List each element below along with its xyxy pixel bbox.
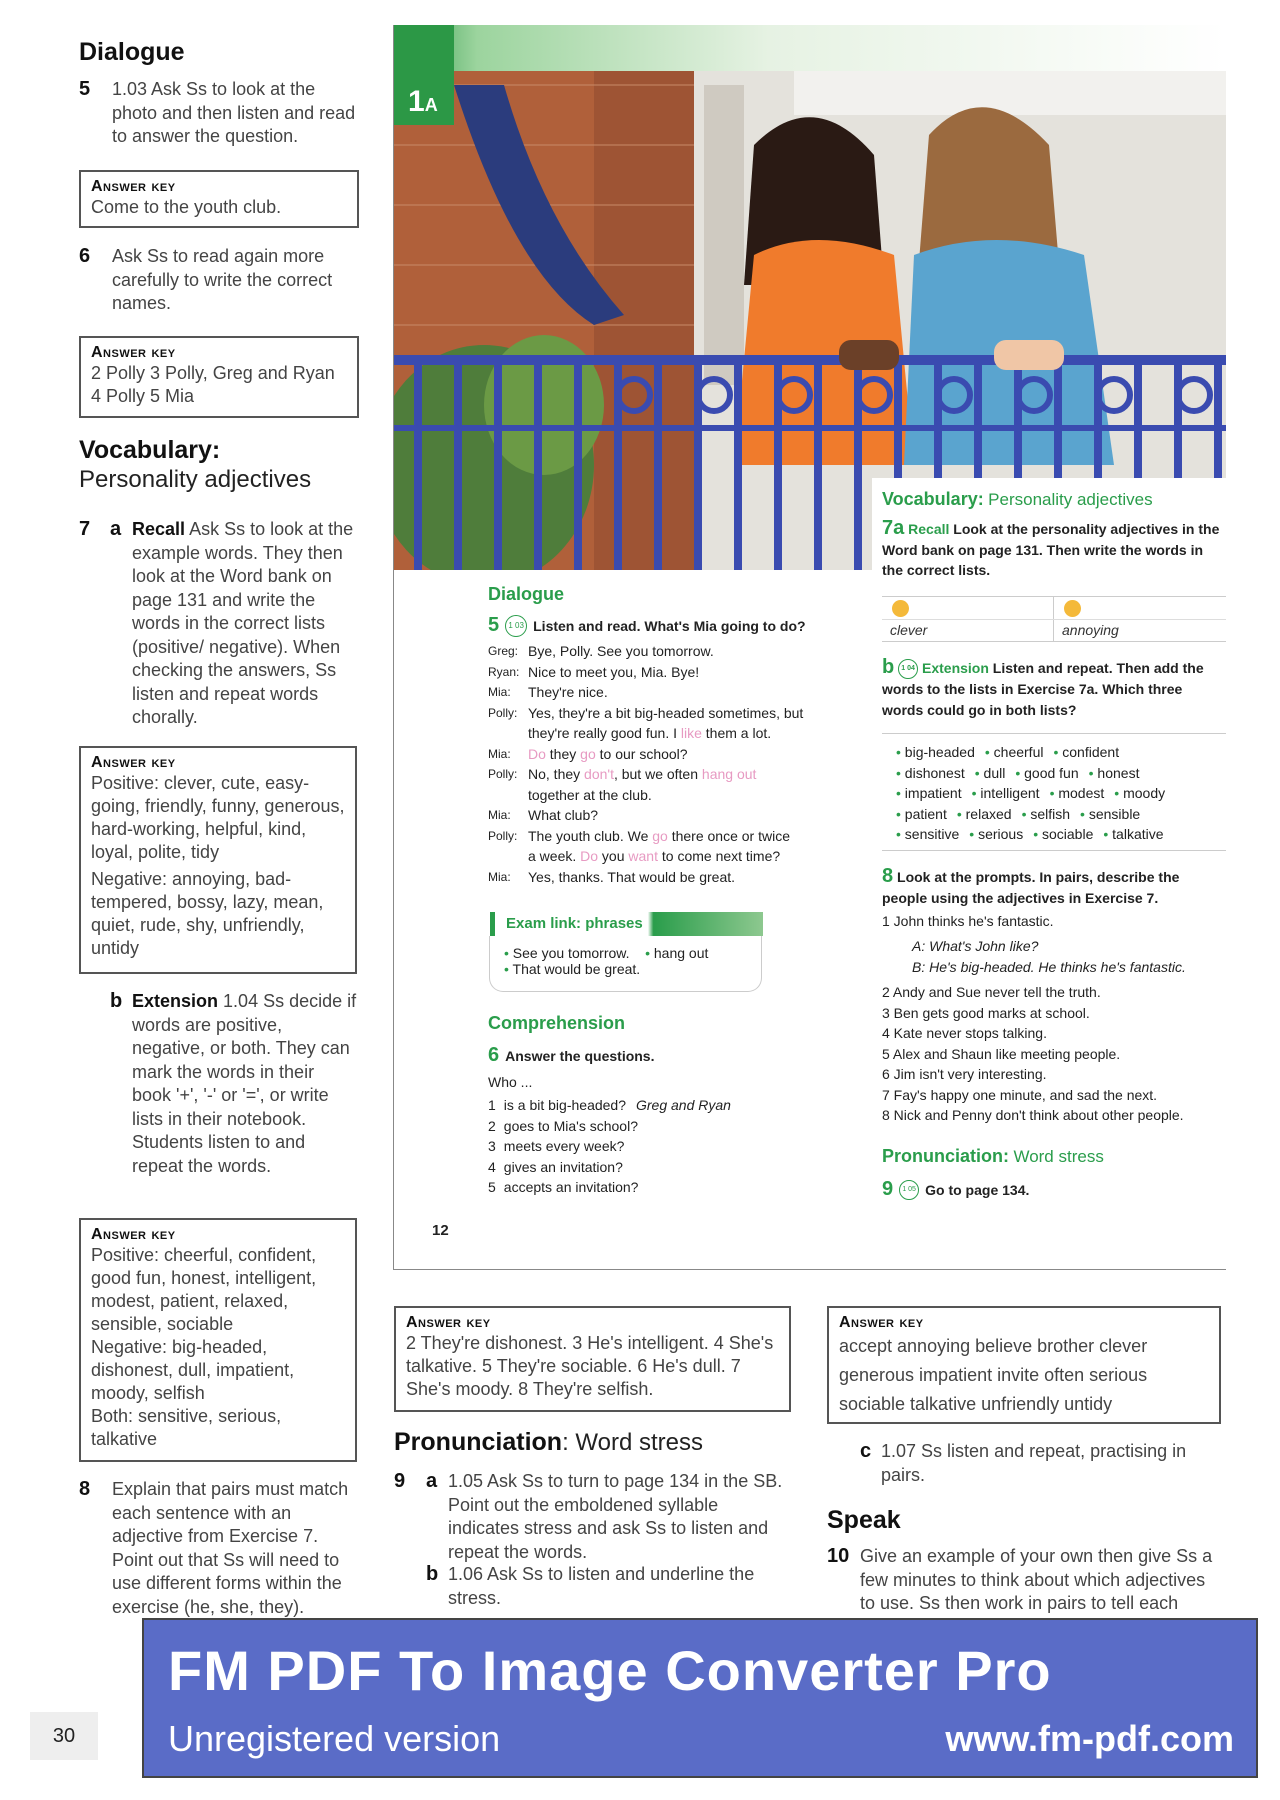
word-bank-word: patient (904, 805, 947, 822)
exercise-letter: b (882, 656, 895, 678)
exercise-letter: a (110, 518, 122, 540)
sb-exercise-8 (882, 866, 1222, 908)
bullet-icon: • (1053, 744, 1063, 760)
dialogue-text: No, they don't, but we often hang out (528, 766, 757, 782)
exercise-number: 5 (488, 614, 500, 636)
exam-item: That would be great. (512, 961, 641, 977)
answer-key-title: Answer key (91, 754, 176, 771)
question-item (488, 1157, 818, 1178)
question-text: goes to Mia's school? (503, 1117, 638, 1134)
ex8-prompt: 2 Andy and Sue never tell the truth. (882, 984, 1101, 1000)
exam-link-marker (490, 912, 495, 936)
bullet-icon: • (1103, 826, 1113, 842)
sb-exercise-6 (488, 1044, 654, 1067)
exercise-bold-label: Recall (132, 519, 186, 539)
speaker-label: Polly: (488, 705, 518, 720)
sb-vocabulary-heading (882, 489, 1153, 510)
bullet-icon: • (971, 785, 981, 801)
exam-link-box (489, 912, 762, 992)
exam-link-items: • See you tomorrow. • hang out • That would be great. (504, 945, 709, 977)
pronunciation-sub: Word stress (1013, 1147, 1104, 1166)
bullet-icon: • (896, 805, 905, 822)
word-bank-word: good fun (1024, 764, 1079, 781)
question-text: accepts an invitation? (503, 1179, 639, 1195)
speaker-label: Polly: (488, 828, 518, 843)
dialogue-heading: Dialogue (79, 38, 185, 66)
answer-key-row: sociable talkative unfriendly untidy (839, 1394, 1113, 1414)
speaker-label: Mia: (488, 685, 511, 699)
question-number: 5 (488, 1179, 496, 1195)
question-item (488, 1177, 818, 1198)
word-bank-word: talkative (1112, 826, 1164, 842)
unit-badge-letter: A (424, 95, 438, 115)
dialogue-text: The youth club. We go there once or twice (528, 827, 790, 844)
dialogue-text: Do they go to our school? (528, 745, 688, 762)
dialogue-line (488, 764, 848, 785)
dialogue-line (488, 662, 848, 683)
vocabulary-sub: Personality adjectives (988, 490, 1153, 509)
bullet-icon: • (896, 785, 905, 801)
answer-key-text: 2 They're dishonest. 3 He's intelligent. 4 She's talkative. 5 They're sociable. 6 He's dull. 7 She's moody. 8 They're selfish. (406, 1333, 774, 1399)
bullet-icon: • (896, 764, 905, 781)
exercise-instruction: Listen and read. What's Mia going to do? (533, 617, 806, 634)
exam-item: See you tomorrow. (512, 945, 630, 961)
question-number: 2 (488, 1117, 496, 1134)
watermark-subtitle: Unregistered version (168, 1718, 501, 1759)
answer-key-both: Both: sensitive, serious, talkative (91, 1406, 282, 1449)
bullet-icon: • (956, 805, 966, 822)
word-bank-row (896, 763, 1226, 784)
speaker-label: Polly: (488, 767, 518, 781)
dialogue-line (488, 744, 848, 765)
dialogue-line (488, 723, 848, 744)
pronunciation-label: Pronunciation (394, 1428, 563, 1456)
bullet-icon: • (1049, 785, 1059, 801)
speaker-label (488, 785, 528, 806)
answer-key-row: generous impatient invite often serious (839, 1365, 1148, 1385)
word-bank-word: moody (1123, 785, 1166, 801)
dialogue-text: They're nice. (528, 684, 608, 700)
bullet-icon: • (1114, 785, 1124, 801)
sb-dialogue-heading: Dialogue (488, 584, 565, 604)
word-bank-row (896, 804, 1226, 825)
word-bank-word: sensible (1088, 805, 1141, 822)
unit-badge-number: 1 (408, 85, 425, 118)
exercise-text: Give an example of your own then give Ss a few minutes to think about which adjectives to use. Ss then work in pairs to tell each (860, 1546, 1213, 1613)
negative-example: annoying (1062, 622, 1119, 638)
word-bank-word: cheerful (993, 744, 1044, 760)
question-text: meets every week? (503, 1138, 625, 1154)
answer-key-text: Come to the youth club. (91, 197, 282, 217)
word-bank-word: dishonest (904, 764, 965, 781)
dialogue-text: together at the club. (528, 786, 652, 803)
dialogue-text: a week. Do you want to come next time? (528, 848, 781, 864)
sb-exercise-7b (882, 657, 1222, 720)
exercise-number: 6 (488, 1044, 500, 1066)
answer-key-box (394, 1306, 791, 1412)
question-number: 1 (488, 1097, 496, 1113)
answer-key-title: Answer key (839, 1314, 924, 1331)
exercise-text (132, 518, 357, 730)
answer-key-box (79, 1218, 357, 1462)
dialogue-line (488, 846, 848, 867)
bullet-icon: • (896, 826, 905, 842)
question-text: gives an invitation? (503, 1158, 623, 1175)
dialogue-lines (488, 641, 848, 887)
bullet-icon: • (1015, 764, 1025, 781)
ex8-dialogue-b: B: He's big-headed. He thinks he's fantastic. (912, 959, 1186, 975)
word-bank-word: dull (983, 764, 1006, 781)
speaker-label: Mia: (488, 869, 511, 884)
exercise-number: 7a (882, 517, 905, 539)
speaker-label: Greg: (488, 644, 519, 658)
bullet-icon: • (974, 764, 984, 781)
exercise-number: 9 (394, 1470, 406, 1492)
question-answer: Greg and Ryan (636, 1097, 731, 1113)
bullet-icon: • (1088, 764, 1098, 781)
pronunciation-heading (394, 1428, 703, 1457)
sb-page-number: 12 (432, 1222, 449, 1239)
ex8-prompt: 4 Kate never stops talking. (882, 1025, 1047, 1041)
word-bank-row (896, 742, 1226, 763)
bullet-icon: • (1021, 805, 1031, 822)
exercise-number: 5 (79, 78, 91, 100)
answer-key-title: Answer key (91, 1226, 176, 1243)
sb-exercise-5 (488, 614, 806, 637)
word-bank-word: sociable (1042, 826, 1094, 842)
vocabulary-label: Vocabulary: (882, 489, 984, 509)
word-bank-row (896, 824, 1226, 845)
dialogue-line (488, 703, 848, 724)
exercise-body: Students listen to and repeat the words. (132, 1132, 306, 1176)
answer-key-box (827, 1306, 1221, 1424)
exercise-number: 6 (79, 245, 91, 267)
word-list-table (882, 596, 1226, 642)
word-bank-word: big-headed (904, 744, 975, 760)
question-item (488, 1116, 818, 1137)
pronunciation-sub: : Word stress (562, 1429, 703, 1456)
watermark-banner (142, 1618, 1258, 1778)
question-number: 4 (488, 1158, 496, 1175)
ex8-prompt: 7 Fay's happy one minute, and sad the next. (882, 1086, 1158, 1103)
exercise-text (132, 990, 357, 1178)
exercise-letter: c (860, 1440, 872, 1462)
exercise-text: 1.03 Ask Ss to look at the photo and then listen and read to answer the question. (112, 79, 356, 146)
exercise-body: 1.04 Ss decide if words are positive, negative, or both. They can mark the words in their book '+', '-' or '=', or write lists in their notebook. (132, 991, 357, 1129)
ex8-prompt: 5 Alex and Shaun like meeting people. (882, 1045, 1121, 1062)
audio-icon[interactable]: 1 04 (898, 659, 918, 679)
exercise-text: 1.06 Ask Ss to listen and underline the stress. (448, 1564, 755, 1608)
dialogue-line (488, 682, 848, 703)
speaker-label (488, 846, 528, 867)
speaker-label (488, 723, 528, 744)
ex8-prompt: 8 Nick and Penny don't think about other people. (882, 1107, 1184, 1123)
dialogue-line (488, 867, 848, 888)
question-item (488, 1136, 818, 1157)
sad-face-icon (1064, 600, 1081, 617)
sb-exercise-9 (882, 1178, 1029, 1201)
page-number: 30 (30, 1712, 98, 1760)
word-bank-word: modest (1058, 785, 1105, 801)
exercise-number: 9 (882, 1178, 894, 1200)
ex8-prompt-1: 1 John thinks he's fantastic. (882, 913, 1054, 929)
word-bank-word: confident (1062, 744, 1120, 760)
dialogue-line (488, 826, 848, 847)
speak-heading: Speak (827, 1506, 901, 1534)
vocabulary-heading: Vocabulary: (79, 436, 221, 464)
word-bank-word: impatient (904, 785, 962, 801)
exercise-text: 1.07 Ss listen and repeat, practising in pairs. (881, 1441, 1187, 1485)
word-bank-word: intelligent (980, 785, 1040, 801)
exercise-body: Ask Ss to look at the example words. They then look at the Word bank on page 131 and write the words in the correct lists (positive/ negative). When checking the answers, Ss listen and repeat words chorally. (132, 519, 354, 727)
bullet-icon: • (896, 744, 905, 760)
question-number: 3 (488, 1138, 496, 1154)
word-bank-word: relaxed (965, 805, 1012, 822)
exercise-text: 1.05 Ask Ss to turn to page 134 in the SB. Point out the emboldened syllable indicates stress and ask Ss to listen and repeat the words. (448, 1471, 783, 1562)
who-prompt: Who ... (488, 1074, 533, 1090)
speaker-label: Mia: (488, 808, 511, 822)
dialogue-line (488, 641, 848, 662)
word-bank-box (882, 733, 1226, 851)
exercise-text: Explain that pairs must match each sentence with an adjective from Exercise 7. Point out that Ss will need to use different forms within the exercise (he, she, they). (112, 1479, 349, 1617)
ex8-dialogue-a: A: What's John like? (912, 938, 1039, 954)
answer-key-box (79, 170, 359, 228)
exercise-bold-label: Extension (132, 991, 219, 1011)
answer-key-line: 4 Polly 5 Mia (91, 386, 195, 406)
exercise-number: 8 (882, 865, 894, 887)
exercise-number: 8 (79, 1478, 91, 1500)
audio-icon[interactable]: 1 03 (505, 615, 527, 637)
watermark-title: FM PDF To Image Converter Pro (168, 1639, 1052, 1702)
question-item (488, 1095, 818, 1116)
pronunciation-label: Pronunciation: (882, 1146, 1009, 1166)
dialogue-text: Nice to meet you, Mia. Bye! (528, 663, 700, 680)
answer-key-title: Answer key (91, 344, 176, 361)
word-bank-rows (882, 734, 1226, 845)
word-bank-row (896, 783, 1226, 804)
word-bank-word: honest (1097, 764, 1140, 781)
dialogue-text: Bye, Polly. See you tomorrow. (528, 643, 714, 659)
happy-face-icon (892, 600, 909, 617)
sb-comprehension-heading: Comprehension (488, 1013, 626, 1033)
comprehension-questions (488, 1095, 818, 1198)
ex8-prompts (882, 982, 1226, 1126)
exercise-letter: a (426, 1470, 438, 1492)
unit-badge (394, 70, 454, 130)
sb-exercise-7a (882, 518, 1222, 581)
dialogue-text: Yes, thanks. That would be great. (528, 868, 736, 885)
answer-key-positive: Positive: cheerful, confident, good fun, honest, intelligent, modest, patient, relaxed, sensible, sociable (91, 1245, 317, 1334)
dialogue-text: Yes, they're a bit big-headed sometimes, but (528, 704, 804, 721)
word-bank-word: sensitive (904, 826, 960, 842)
exam-link-title: Exam link: phrases (506, 915, 643, 932)
exercise-number: 10 (827, 1545, 850, 1567)
dialogue-text: they're really good fun. I like them a lot. (528, 725, 772, 741)
vocabulary-subheading: Personality adjectives (79, 466, 312, 493)
answer-key-positive: Positive: clever, cute, easy-going, friendly, funny, generous, hard-working, helpful, kind, loyal, polite, tidy (91, 773, 345, 862)
exercise-text: Ask Ss to read again more carefully to write the correct names. (112, 246, 333, 313)
exercise-bold-label: Extension (922, 660, 989, 676)
word-bank-word: selfish (1030, 805, 1071, 822)
sb-pronunciation-heading (882, 1146, 1104, 1167)
answer-key-box (79, 336, 359, 418)
exercise-instruction: Look at the personality adjectives in the Word bank on page 131. Then write the words in the correct lists. (882, 521, 1220, 578)
answer-key-title: Answer key (91, 178, 176, 195)
bullet-icon: • (969, 826, 979, 842)
audio-icon[interactable]: 1 05 (899, 1180, 919, 1200)
exercise-bold-label: Recall (908, 521, 950, 537)
answer-key-negative: Negative: big-headed, dishonest, dull, impatient, moody, selfish (91, 1337, 295, 1403)
answer-key-title: Answer key (406, 1314, 491, 1331)
exercise-letter: b (110, 990, 123, 1012)
answer-key-box (79, 746, 357, 974)
ex8-prompt: 3 Ben gets good marks at school. (882, 1004, 1090, 1021)
answer-key-negative: Negative: annoying, bad-tempered, bossy, lazy, mean, quiet, rude, shy, unfriendly, untidy (91, 869, 324, 958)
positive-example: clever (890, 622, 928, 638)
exercise-number: 7 (79, 518, 91, 540)
exercise-instruction: Look at the prompts. In pairs, describe the people using the adjectives in Exercise 7. (882, 869, 1180, 906)
word-bank-word: serious (978, 826, 1024, 842)
exercise-letter: b (426, 1563, 439, 1585)
watermark-url: www.fm-pdf.com (945, 1718, 1234, 1759)
answer-key-line: 2 Polly 3 Polly, Greg and Ryan (91, 363, 335, 383)
answer-key-row: accept annoying believe brother clever (839, 1336, 1148, 1356)
exam-item: hang out (653, 945, 709, 961)
bullet-icon: • (1080, 805, 1089, 822)
dialogue-line (488, 785, 848, 806)
ex8-prompt: 6 Jim isn't very interesting. (882, 1066, 1047, 1082)
exercise-instruction: Listen and repeat. Then add the words to the lists in Exercise 7a. Which three words could go in both lists? (882, 660, 1204, 718)
dialogue-text: What club? (528, 807, 599, 823)
exercise-instruction: Go to page 134. (925, 1181, 1030, 1198)
speaker-label: Ryan: (488, 664, 520, 679)
speaker-label: Mia: (488, 746, 511, 761)
dialogue-line (488, 805, 848, 826)
question-text: is a bit big-headed? (503, 1097, 626, 1113)
bullet-icon: • (984, 744, 994, 760)
exercise-instruction: Answer the questions. (505, 1047, 655, 1064)
bullet-icon: • (1033, 826, 1042, 842)
